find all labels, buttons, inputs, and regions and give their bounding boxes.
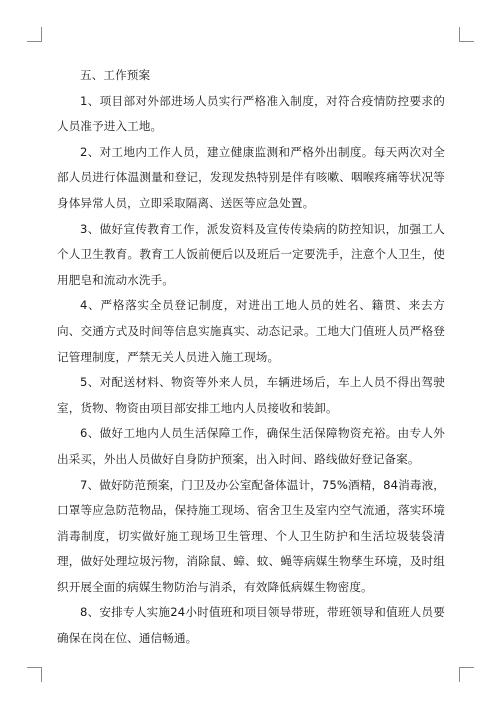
paragraph-1: 1、项目部对外部进场人员实行严格准入制度，对符合疫情防控要求的人员准予进入工地。 bbox=[57, 93, 445, 134]
crop-mark-top-left bbox=[27, 27, 42, 42]
crop-mark-bottom-left bbox=[27, 667, 42, 682]
paragraph-2: 2、对工地内工作人员，建立健康监测和严格外出制度。每天两次对全部人员进行体温测量和登记，发现发热特别是伴有咳嗽、咽喉疼痛等状况等身体异常人员，立即采取隔离、送医等应急处置。 bbox=[57, 144, 445, 210]
paragraph-7: 7、做好防范预案，门卫及办公室配备体温计，75%酒精，84消毒液，口罩等应急防范物品，保持施工现场、宿舍卫生及室内空气流通，落实环境消毒制度，切实做好施工现场卫生管理、个人卫生防护和生活垃圾装袋清理，做好处理垃圾污物，消除鼠、蟑、蚊、蝇等病媒生物孳生环境，及时组织开展全面的病媒生物防治与消杀，有效降低病媒生物密度。 bbox=[57, 477, 445, 594]
paragraph-6: 6、做好工地内人员生活保障工作，确保生活保障物资充裕。由专人外出采买，外出人员做好自身防护预案，出入时间、路线做好登记备案。 bbox=[57, 426, 445, 466]
crop-mark-top-right bbox=[459, 27, 474, 42]
section-heading: 五、工作预案 bbox=[80, 68, 151, 82]
paragraph-5: 5、对配送材料、物资等外来人员，车辆进场后，车上人员不得出驾驶室，货物、物资由项目部安排工地内人员接收和装卸。 bbox=[57, 375, 445, 415]
paragraph-3: 3、做好宣传教育工作，派发资料及宣传传染病的防控知识，加强工人个人卫生教育。教育工人饭前便后以及班后一定要洗手，注意个人卫生，使用肥皂和流动水洗手。 bbox=[57, 221, 445, 287]
document-body bbox=[57, 63, 445, 652]
paragraph-4: 4、严格落实全员登记制度，对进出工地人员的姓名、籍贯、来去方向、交通方式及时间等信息实施真实、动态记录。工地大门值班人员严格登记管理制度，严禁无关人员进入施工现场。 bbox=[57, 298, 445, 364]
crop-mark-bottom-right bbox=[459, 667, 474, 682]
paragraph-8: 8、安排专人实施24小时值班和项目领导带班，带班领导和值班人员要确保在岗在位、通信畅通。 bbox=[57, 605, 445, 646]
